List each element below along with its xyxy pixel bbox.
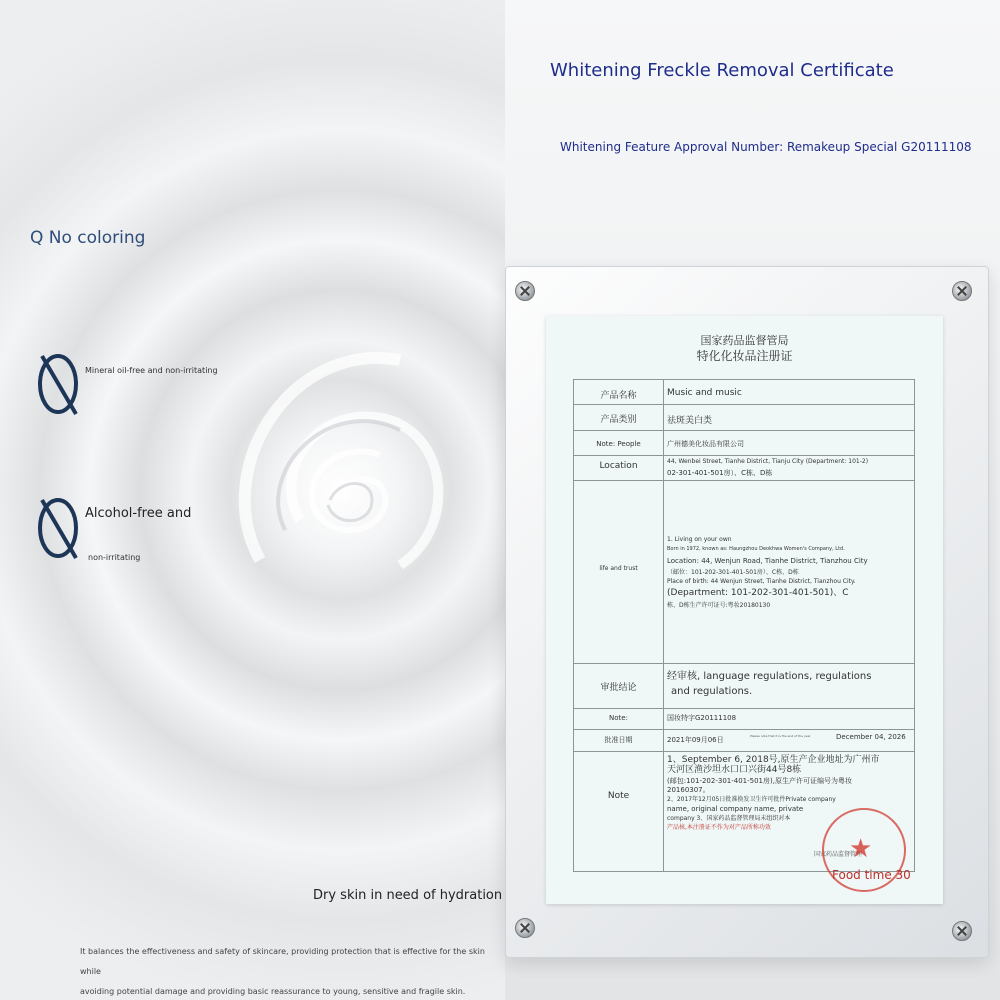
description-line: avoiding potential damage and providing basic reassurance to young, sensitive and fragile skin. [80, 987, 466, 996]
life-line: (Department: 101-202-301-401-501)、C [667, 588, 849, 598]
star-icon: ★ [849, 834, 873, 864]
prohibited-icon [36, 496, 80, 560]
people-label: Note: People [596, 440, 641, 448]
approval-date-label: 批准日期 [604, 736, 633, 744]
final-note-line: 1、September 6, 2018号,原生产企业地址为广州市 [667, 755, 880, 765]
table-divider [574, 708, 914, 709]
table-divider [574, 455, 914, 456]
table-divider [574, 751, 914, 752]
table-divider [574, 404, 914, 405]
screw-icon [952, 281, 972, 301]
table-divider [574, 729, 914, 730]
people-value: 广州德美化妆品有限公司 [667, 440, 744, 448]
final-note-line: 产品核,本注册证不作为对产品所称功效 [667, 824, 771, 831]
life-line: Location: 44, Wenjun Road, Tianhe District, Tianzhou City [667, 557, 868, 565]
prohibited-icon [36, 352, 80, 416]
final-note-label: Note [607, 791, 630, 801]
screw-icon [515, 918, 535, 938]
life-line: Place of birth: 44 Wenjun Street, Tianhe District, Tianzhou City. [667, 578, 856, 585]
screw-icon [952, 921, 972, 941]
alcohol-free-label: Alcohol-free and [85, 506, 192, 521]
description-line: It balances the effectiveness and safety of skincare, providing protection that is effective for the skin while [80, 947, 485, 976]
table-divider [663, 380, 664, 871]
table-divider [574, 663, 914, 664]
life-label: life and trust [599, 565, 638, 572]
final-note-line: 国家药品监督管理 [814, 851, 863, 858]
note-value: 国妆特字G20111108 [667, 714, 737, 722]
final-note-line: company 3、国家药品监督管理局未组织对本 [667, 815, 791, 822]
description-text [80, 942, 500, 1000]
conclusion-line: 经审核, language regulations, regulations [667, 671, 872, 682]
non-irritating-label: non-irritating [88, 553, 141, 562]
final-note-line: name, original company name, private [667, 805, 804, 813]
conclusion-line: and regulations. [671, 686, 753, 697]
table-divider [574, 430, 914, 431]
final-note-line: 天河区渔沙坦水口口兴街44号8栋 [667, 765, 802, 775]
product-name-value: Music and music [667, 388, 742, 398]
product-type-value: 祛斑美白类 [667, 416, 713, 426]
certificate-title: Whitening Freckle Removal Certificate [550, 60, 894, 81]
stamp-label: Food time 30 [832, 868, 911, 882]
location-value: 44, Wenbei Street, Tianhe District, Tianju City (Department: 101-2) [667, 458, 869, 465]
final-note-line: (邮包:101-202-301-401-501房),原生产许可证编号为粤妆 [667, 777, 852, 785]
note-label: Note: [609, 714, 628, 722]
final-note-line: 2、2017年12月05日批准换发卫生许可批件Private company [667, 796, 836, 803]
conclusion-label: 审批结论 [600, 683, 637, 693]
certificate-table [573, 379, 915, 872]
validity-end-date: December 04, 2026 [836, 733, 906, 741]
life-line: 1. Living on your own [667, 536, 732, 543]
dry-skin-caption: Dry skin in need of hydration [313, 888, 503, 903]
screw-icon [515, 281, 535, 301]
life-line: Born in 1972, known as: Haungzhou Deokhwa Women's Company, Ltd. [667, 546, 845, 552]
certificate-header-agency: 国家药品监督管局 [700, 334, 789, 347]
life-line: （邮位：101-202-301-401-501房）、C栋、D栋 [667, 569, 799, 576]
approval-date-value: 2021年09月06日 [667, 736, 724, 744]
product-name-label: 产品名称 [600, 391, 637, 401]
no-coloring-title: Q No coloring [30, 228, 146, 248]
product-type-label: 产品类别 [600, 415, 637, 425]
certificate-header-title: 特化化妆品注册证 [696, 349, 793, 363]
approval-number: Whitening Feature Approval Number: Remakeup Special G20111108 [560, 140, 972, 154]
location-value-cont: 02-301-401-501房）、C栋、D栋 [667, 469, 773, 477]
location-label: Location [599, 461, 638, 471]
life-line: 栋、D栋生产许可证号:粤妆20180130 [667, 602, 771, 609]
final-note-line: 20160307。 [667, 786, 710, 794]
table-divider [574, 480, 914, 481]
mineral-oil-free-label: Mineral oil-free and non-irritating [85, 366, 218, 375]
validity-note: Please note that it is the end of the year [750, 734, 811, 738]
